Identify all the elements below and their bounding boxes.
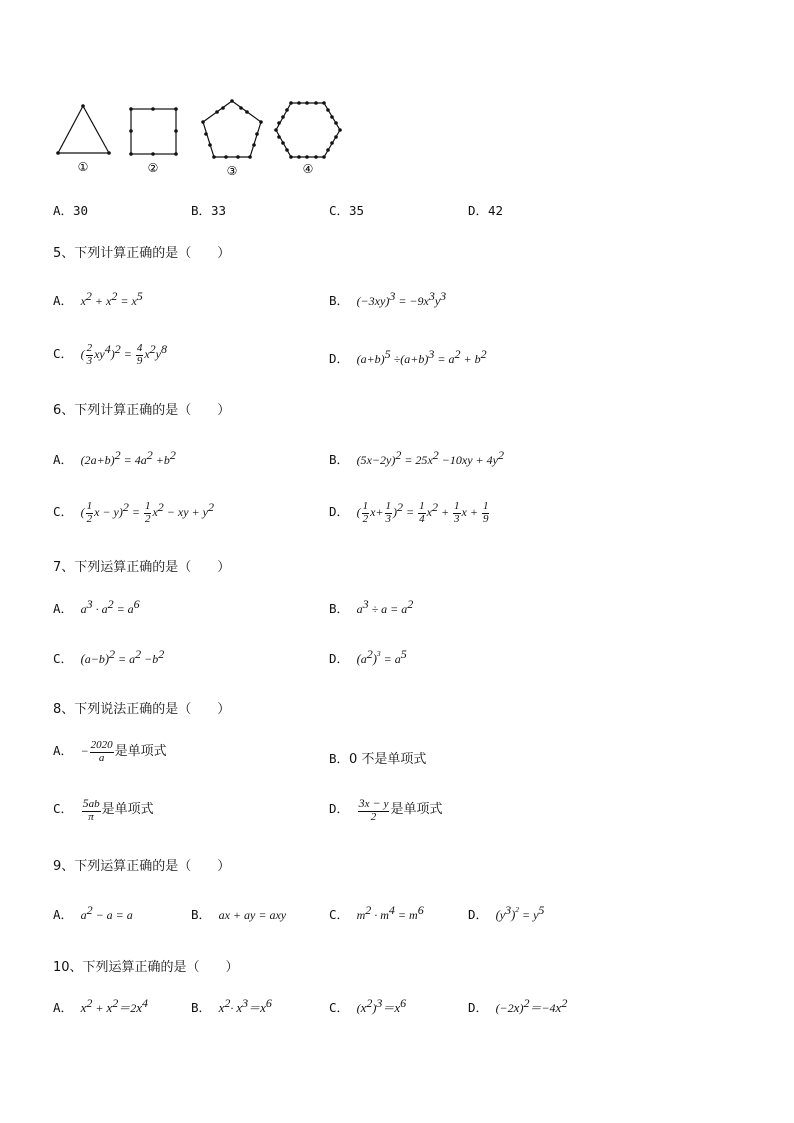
q10-stem: 10、下列运算正确的是（ ） (53, 960, 239, 975)
q4-option-c[interactable] (329, 201, 364, 219)
figure-label-1: ① (77, 160, 89, 174)
square-figure (129, 107, 178, 156)
option-suffix: 是单项式 (390, 801, 443, 817)
formula: $x^2 + x^2 = x^5$ (80, 289, 143, 308)
formula: $(x^2)^3=x^6$ (356, 996, 407, 1015)
option-letter: A． (53, 907, 74, 922)
q8-option-d[interactable] (329, 797, 442, 823)
option-letter: D． (468, 203, 489, 218)
q8-option-a[interactable] (53, 740, 167, 764)
formula: $(a-b)^2 = a^2 -b^2$ (80, 647, 165, 666)
q10-option-d[interactable] (468, 998, 567, 1016)
q10-option-b[interactable] (191, 998, 272, 1016)
q6-option-a[interactable] (53, 450, 176, 468)
formula: $(-2x)^2=-4x^2$ (495, 996, 568, 1015)
q8-option-c[interactable] (53, 797, 154, 823)
q5-option-a[interactable] (53, 291, 143, 309)
q5-stem: 5、下列计算正确的是（ ） (53, 246, 231, 261)
q4-option-a[interactable] (53, 201, 88, 219)
option-letter: A． (53, 1000, 74, 1015)
option-letter: C． (329, 1000, 350, 1015)
option-letter: B． (191, 1000, 212, 1015)
formula: $\frac{3x - y}{2}$ (358, 796, 389, 823)
q9-stem: 9、下列运算正确的是（ ） (53, 859, 231, 874)
option-letter: D． (329, 800, 350, 816)
option-letter: C． (53, 651, 74, 666)
q5-option-d[interactable] (329, 349, 487, 367)
q10-option-c[interactable] (329, 998, 406, 1016)
q6-option-c[interactable] (53, 501, 214, 525)
formula: $(5x-2y)^2 = 25x^2 -10xy + 4y^2$ (356, 448, 504, 467)
option-letter: B． (329, 293, 350, 308)
q5-option-b[interactable] (329, 291, 446, 309)
option-letter: A． (53, 601, 74, 616)
q8-stem: 8、下列说法正确的是（ ） (53, 702, 231, 717)
option-letter: B． (329, 601, 350, 616)
option-letter: A． (53, 203, 74, 218)
q9-option-b[interactable] (191, 905, 286, 923)
q4-option-d[interactable] (468, 201, 503, 219)
option-suffix: 是单项式 (114, 744, 167, 759)
figure-label-4: ④ (302, 162, 314, 176)
q7-stem: 7、下列运算正确的是（ ） (53, 560, 231, 575)
option-letter: B． (329, 452, 350, 467)
q7-option-b[interactable] (329, 599, 413, 617)
q9-option-c[interactable] (329, 905, 424, 923)
formula: $a^3 \cdot a^2 = a^6$ (80, 597, 140, 616)
option-text: 35 (349, 203, 365, 218)
pentagon-figure (201, 99, 263, 159)
option-text: 0 不是单项式 (349, 752, 427, 767)
q10-option-a[interactable] (53, 998, 148, 1016)
option-letter: D． (329, 351, 350, 366)
option-letter: D． (329, 503, 350, 519)
polygon-figures (50, 95, 350, 180)
formula: $(2a+b)^2 = 4a^2 +b^2$ (80, 448, 176, 467)
option-text: 30 (73, 203, 89, 218)
figure-label-2: ② (147, 161, 159, 175)
formula: ax + ay = axy (218, 908, 287, 922)
option-letter: A． (53, 452, 74, 467)
option-letter: B． (191, 203, 212, 218)
q7-option-c[interactable] (53, 649, 164, 667)
formula: $a^2 - a = a$ (80, 903, 133, 922)
option-letter: B． (329, 751, 350, 766)
q6-stem: 6、下列计算正确的是（ ） (53, 403, 231, 418)
q7-option-a[interactable] (53, 599, 140, 617)
figure-label-3: ③ (226, 164, 238, 178)
formula: $(y^3)^2 = y^5$ (495, 903, 545, 922)
option-text: 42 (488, 203, 504, 218)
option-letter: C． (329, 203, 350, 218)
formula: $(a^2)^3 = a^5$ (356, 647, 407, 666)
formula: $\frac{5ab}{\pi}$ (82, 796, 100, 823)
q9-option-a[interactable] (53, 905, 133, 923)
hexagon-figure (274, 101, 342, 159)
q7-option-d[interactable] (329, 649, 407, 667)
option-letter: A． (53, 743, 74, 758)
triangle-figure (56, 104, 111, 155)
option-letter: D． (329, 651, 350, 666)
q6-option-d[interactable] (329, 501, 490, 525)
q9-option-d[interactable] (468, 905, 544, 923)
formula: $(a+b)^5 \div(a+b)^3 = a^2 + b^2$ (356, 347, 487, 366)
formula: ( $\frac{1}{2}$ x − y)$^2$ = $\frac{1}{2}$ $x^2$ − xy + $y^2$ (80, 499, 214, 525)
option-letter: C． (53, 800, 74, 816)
q5-option-c[interactable] (53, 343, 167, 367)
option-text: 33 (211, 203, 227, 218)
option-letter: D． (468, 1000, 489, 1015)
formula: $a^3 \div a = a^2$ (356, 597, 414, 616)
option-letter: C． (53, 503, 74, 519)
option-suffix: 是单项式 (101, 801, 154, 817)
q4-option-b[interactable] (191, 201, 226, 219)
option-letter: B． (191, 907, 212, 922)
formula: $x^2 + x^2=2x^4$ (80, 996, 149, 1015)
formula: $m^2 \cdot m^4 = m^6$ (356, 903, 424, 922)
option-letter: A． (53, 293, 74, 308)
formula: ( $\frac{1}{2}$ x+ $\frac{1}{3}$ )$^2$ = $\frac{1}{4}$ $x^2$ + $\frac{1}{3}$ x + $\frac{1}{9}$ (356, 499, 489, 525)
formula: ( $\frac{2}{3}$ $xy^4)^2$ = $\frac{4}{9}$ $x^2y^8$ (80, 341, 167, 367)
option-letter: C． (53, 345, 74, 361)
option-letter: D． (468, 907, 489, 922)
formula: $(-3xy)^3 = -9x^3y^3$ (356, 289, 447, 308)
option-letter: C． (329, 907, 350, 922)
formula: − $\frac{2020}{a}$ (80, 739, 113, 764)
q6-option-b[interactable] (329, 450, 504, 468)
q8-option-b[interactable] (329, 748, 426, 767)
formula: $x^2\cdot x^3=x^6$ (218, 996, 272, 1015)
